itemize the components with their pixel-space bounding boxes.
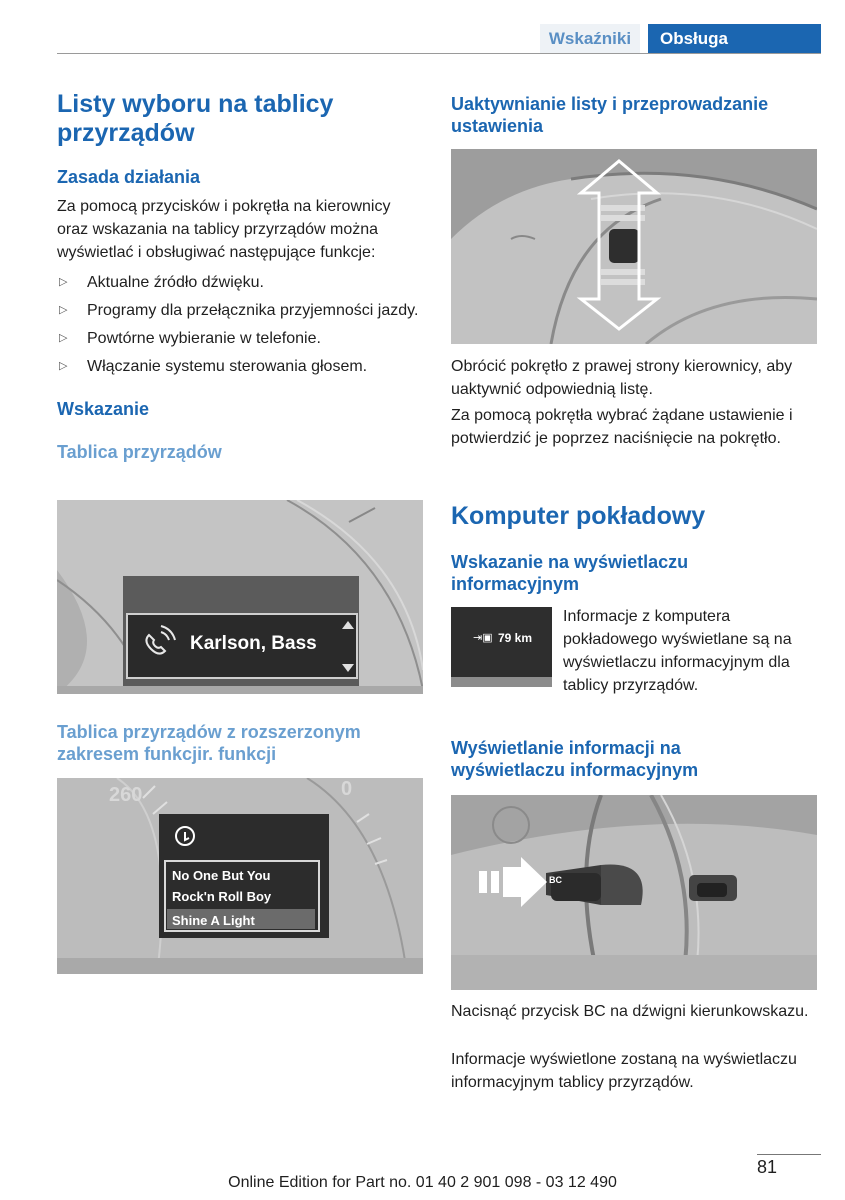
extended-cluster-heading: Tablica przyrządów z rozszerzonym zakresem funkcjir. funkcji bbox=[57, 722, 361, 764]
info-display-image bbox=[451, 607, 552, 687]
activate-text-1: Obrócić pokrętło z prawej strony kierownicy, aby uaktywnić odpowiednią listę. bbox=[451, 358, 793, 398]
bc-button-label: BC bbox=[549, 875, 562, 885]
turn-signal-lever-image bbox=[451, 795, 817, 990]
display-heading: Wskazanie bbox=[57, 399, 150, 419]
list-item: ▷ Programy dla przełącznika przyjemności jazdy. bbox=[57, 299, 425, 322]
extended-cluster-image bbox=[57, 778, 423, 974]
function-list bbox=[57, 271, 425, 378]
gauge-zero-label: 0 bbox=[341, 778, 353, 800]
triangle-bullet-icon: ▷ bbox=[59, 276, 68, 288]
page-title: Listy wyboru na tablicy przyrządów bbox=[57, 90, 334, 147]
left-column bbox=[57, 90, 425, 463]
show-info-text-2: Informacje wyświetlone zostaną na wyświetlaczu informacyjnym tablicy przyrządów. bbox=[451, 1051, 797, 1091]
triangle-bullet-icon: ▷ bbox=[59, 304, 68, 316]
edition-footer: Online Edition for Part no. 01 40 2 901 098 - 03 12 490 bbox=[228, 1174, 617, 1191]
list-item: ▷ Aktualne źródło dźwięku. bbox=[57, 271, 425, 294]
list-item: ▷ Włączanie systemu sterowania głosem. bbox=[57, 355, 425, 378]
section-tab[interactable]: Wskaźniki bbox=[540, 24, 640, 54]
info-display-text: Informacje z komputera pokładowego wyświetlane są na wyświetlaczu informacyjnym dla tablicy przyrządów. bbox=[563, 608, 792, 694]
range-readout: 79 km bbox=[498, 631, 533, 645]
show-info-text-1: Nacisnąć przycisk BC na dźwigni kierunkowskazu. bbox=[451, 1003, 809, 1020]
triangle-bullet-icon: ▷ bbox=[59, 360, 68, 372]
triangle-bullet-icon: ▷ bbox=[59, 332, 68, 344]
show-info-heading: Wyświetlanie informacji na wyświetlaczu informacyjnym bbox=[451, 738, 699, 780]
cluster-heading: Tablica przyrządów bbox=[57, 442, 222, 462]
activate-heading: Uaktywnianie listy i przeprowadzanie ustawienia bbox=[451, 94, 769, 136]
page-number-rule bbox=[757, 1154, 821, 1155]
cluster-image bbox=[57, 500, 423, 694]
activate-text-2: Za pomocą pokrętła wybrać żądane ustawienie i potwierdzić je poprzez naciśnięcie na pokrętło. bbox=[451, 407, 793, 447]
page-number: 81 bbox=[757, 1157, 778, 1177]
steering-thumbwheel-image bbox=[451, 149, 817, 344]
steering-buttons-icon bbox=[689, 875, 737, 901]
principle-text: Za pomocą przycisków i pokrętła na kierownicy oraz wskazania na tablicy przyrządów można wyświetlać i obsługiwać następujące funkcje: bbox=[57, 198, 391, 261]
lever-illustration bbox=[451, 795, 817, 990]
steering-wheel-illustration bbox=[451, 149, 817, 344]
list-item: ▷ Powtórne wybieranie w telefonie. bbox=[57, 327, 425, 350]
extended-list-item-1: No One But You bbox=[172, 868, 271, 883]
header-divider bbox=[57, 53, 821, 54]
extended-list-item-selected: Shine A Light bbox=[172, 913, 255, 928]
info-display-heading: Wskazanie na wyświetlaczu informacyjnym bbox=[451, 552, 689, 594]
computer-title: Komputer pokładowy bbox=[451, 502, 706, 530]
fuel-pump-icon: ⇥▣ bbox=[473, 632, 493, 644]
extended-list-item-2: Rock'n Roll Boy bbox=[172, 889, 272, 904]
principle-heading: Zasada działania bbox=[57, 167, 201, 187]
gauge-speed-label: 260 bbox=[109, 784, 143, 806]
cluster-illustration bbox=[57, 500, 423, 694]
cluster-display-text: Karlson, Bass bbox=[190, 633, 317, 654]
chapter-tab[interactable]: Obsługa bbox=[648, 24, 821, 54]
